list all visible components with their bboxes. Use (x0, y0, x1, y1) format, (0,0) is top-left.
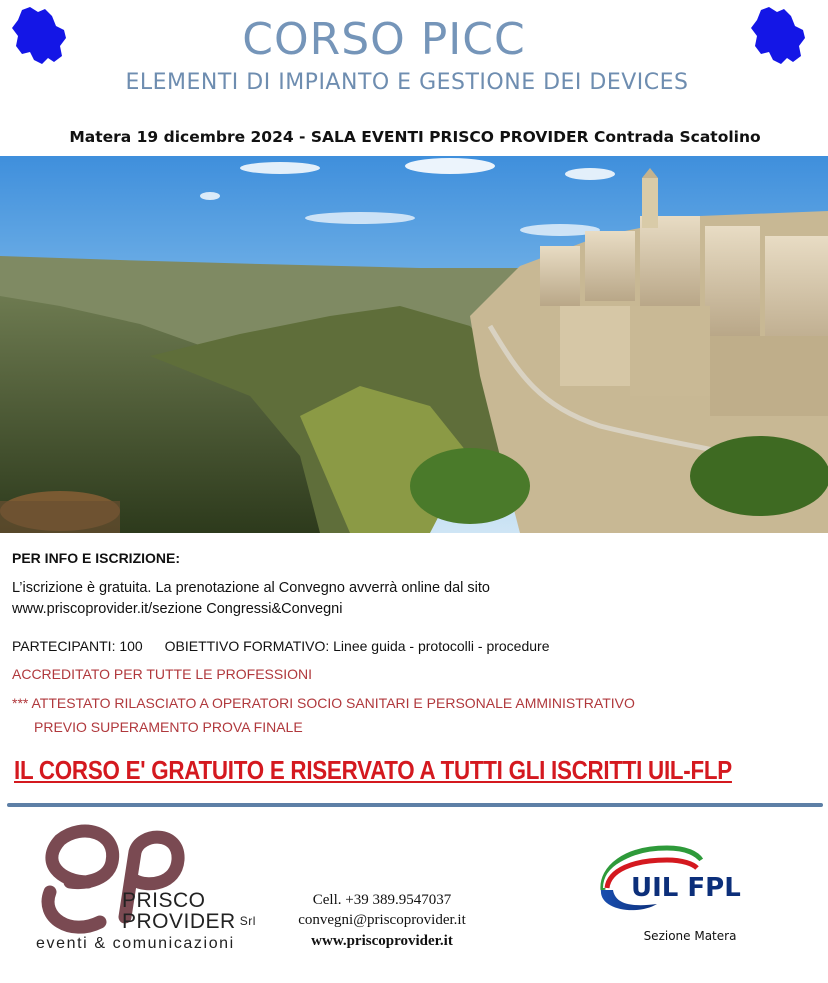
matera-landscape-image (0, 156, 828, 533)
info-heading: PER INFO E ISCRIZIONE: (12, 550, 181, 566)
uil-fpl-logo-text: UIL FPL (631, 873, 741, 903)
prisco-provider-name (122, 890, 256, 932)
free-course-banner: IL CORSO E' GRATUITO E RISERVATO A TUTTI GLI ISCRITTI UIL-FLP (14, 755, 732, 785)
section-divider (7, 803, 823, 807)
contact-phone[interactable]: Cell. +39 389.9547037 (312, 892, 452, 908)
accreditation-note: ACCREDITATO PER TUTTE LE PROFESSIONI (12, 666, 313, 682)
registration-text: L’iscrizione è gratuita. La prenotazione al Convegno avverrà online dal sito (12, 580, 490, 596)
uil-fpl-logo (597, 838, 777, 918)
union-section-label: Sezione Matera (643, 929, 737, 943)
brand-line-1: PRISCO (122, 889, 206, 912)
course-params (12, 638, 550, 654)
registration-link[interactable]: www.priscoprovider.it/sezione Congressi&Convegni (12, 601, 343, 617)
participants-count: PARTECIPANTI: 100 (12, 638, 143, 654)
page-subtitle: ELEMENTI DI IMPIANTO E GESTIONE DEI DEVICES (125, 70, 689, 95)
certificate-note: *** ATTESTATO RILASCIATO A OPERATORI SOCIO SANITARI E PERSONALE AMMINISTRATIVO (12, 695, 635, 711)
contact-website[interactable]: www.priscoprovider.it (311, 933, 453, 949)
page-title: CORSO PICC (242, 14, 526, 65)
training-objective: OBIETTIVO FORMATIVO: Linee guida - protocolli - procedure (164, 638, 550, 654)
brand-suffix: Srl (239, 914, 256, 928)
event-venue: Matera 19 dicembre 2024 - SALA EVENTI PRISCO PROVIDER Contrada Scatolino (69, 128, 761, 146)
brand-line-2: PROVIDER (122, 910, 236, 933)
certificate-note-continued: PREVIO SUPERAMENTO PROVA FINALE (34, 719, 303, 735)
prisco-provider-tagline: eventi & comunicazioni (36, 935, 235, 952)
contact-email[interactable]: convegni@priscoprovider.it (298, 912, 466, 928)
